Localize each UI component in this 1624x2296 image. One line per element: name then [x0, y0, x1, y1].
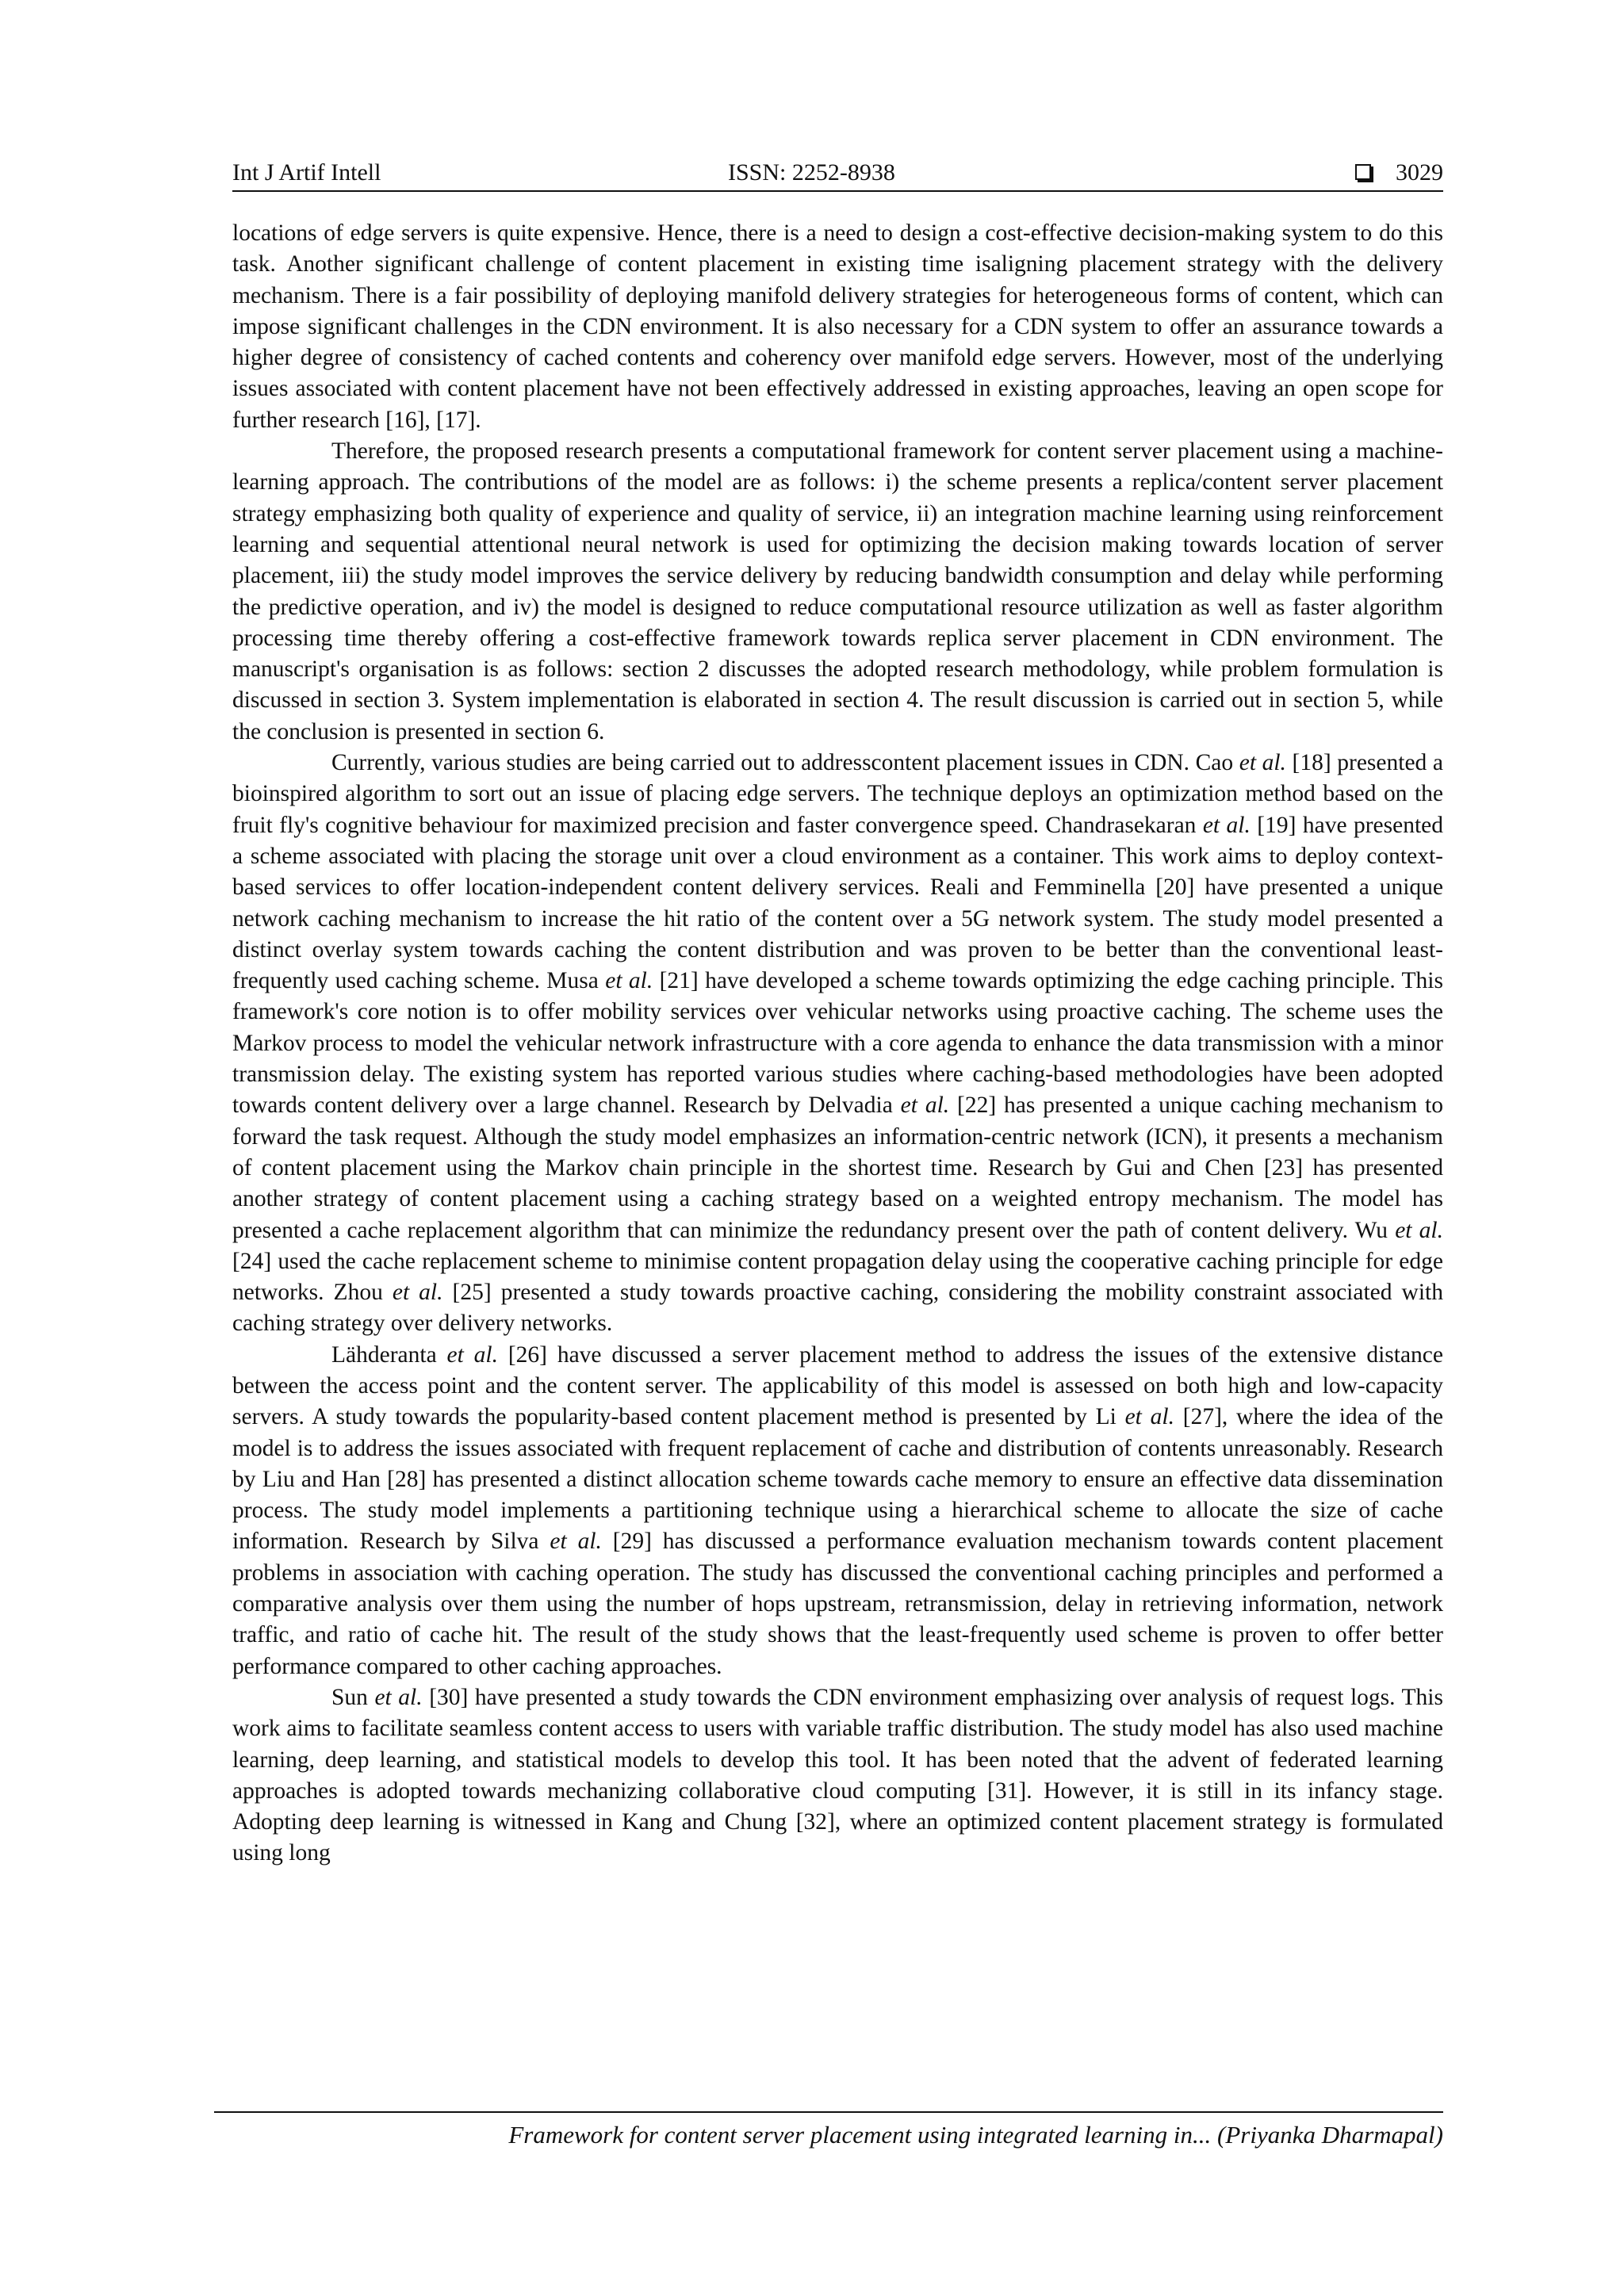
citation-et-al: et al. — [1124, 1404, 1174, 1430]
text-run: [27], where the idea of the model is to address the issues associated with frequent replacement of cache and distribution of contents unreasonably. Research by Liu and Han [28] has presented a distinct allocation scheme towards cache memory to ensure an effective data dissemination process. The study model implements a partitioning technique using a hierarchical scheme to allocate the size of cache information. Research by Silva — [232, 1404, 1443, 1555]
checkbox-square-icon — [1355, 164, 1371, 180]
header-divider — [232, 190, 1443, 192]
text-run: [18] presented a bioinspired algorithm to sort out an issue of placing edge servers. The technique deploys an optimization method based on the fruit fly's cognitive behaviour for maximized precision and faster convergence speed. Chandrasekaran — [232, 750, 1443, 838]
text-run: Lähderanta — [331, 1341, 447, 1368]
running-title: Framework for content server placement using integrated learning in... (Priyanka Dharmapal) — [508, 2121, 1443, 2149]
citation-et-al: et al. — [605, 968, 653, 994]
citation-et-al: et al. — [550, 1529, 602, 1555]
citation-et-al: et al. — [446, 1341, 498, 1368]
citation-et-al: et al. — [1202, 812, 1251, 838]
text-run: Sun — [331, 1684, 375, 1710]
text-run: [29] has discussed a performance evaluation mechanism towards content placement problems in association with caching operation. The study has discussed the conventional caching principles and performed a comparative analysis over them using the number of hops upstream, retransmission, delay in retrieving information, network traffic, and ratio of cache hit. The result of the study shows that the least-frequently used scheme is proven to offer better performance compared to other caching approaches. — [232, 1529, 1443, 1679]
page-number: 3029 — [1396, 159, 1443, 186]
text-run: Currently, various studies are being carried out to addresscontent placement issues in CDN. Cao — [331, 750, 1239, 776]
text-run: [30] have presented a study towards the CDN environment emphasizing over analysis of request logs. This work aims to facilitate seamless content access to users with variable traffic distribution. The study model has also used machine learning, deep learning, and statistical models to develop this tool. It has been noted that the advent of federated learning approaches is adopted towards mechanizing collaborative cloud computing [31]. However, it is still in its infancy stage. Adopting deep learning is witnessed in Kang and Chung [32], where an optimized content placement strategy is formulated using long — [232, 1684, 1443, 1866]
text-run: [19] have presented a scheme associated with placing the storage unit over a cloud environment as a container. This work aims to deploy context-based services to offer location-independent content delivery services. Reali and Femminella [20] have presented a unique network caching mechanism to increase the hit ratio of the content over a 5G network system. The study model presented a distinct overlay system towards caching the content distribution and was proven to be better than the conventional least-frequently used caching scheme. Musa — [232, 812, 1443, 994]
citation-et-al: et al. — [1395, 1217, 1443, 1243]
text-run: [21] have developed a scheme towards optimizing the edge caching principle. This framework's core notion is to offer mobility services over vehicular networks using proactive caching. The scheme uses the Markov process to model the vehicular network infrastructure with a core agenda to enhance the data transmission with a minor transmission delay. The existing system has reported various studies where caching-based methodologies have been adopted towards content delivery over a large channel. Research by Delvadia — [232, 968, 1443, 1119]
journal-name: Int J Artif Intell — [232, 159, 381, 186]
citation-et-al: et al. — [392, 1280, 443, 1306]
citation-et-al: et al. — [374, 1684, 423, 1710]
page-header — [232, 155, 1443, 190]
issn-number: ISSN: 2252-8938 — [728, 159, 895, 186]
text-run: [22] has presented a unique caching mechanism to forward the task request. Although the study model emphasizes an information-centric network (ICN), it presents a mechanism of content placement using the Markov chain principle in the shortest time. Research by Gui and Chen [23] has presented another strategy of content placement using a caching strategy based on a weighted entropy mechanism. The model has presented a cache replacement algorithm that can minimize the redundancy present over the path of content delivery. Wu — [232, 1093, 1443, 1243]
footer-divider — [214, 2111, 1443, 2113]
text-run: locations of edge servers is quite expensive. Hence, there is a need to design a cost-effective decision-making system to do this task. Another significant challenge of content placement in existing time isaligning placement strategy with the delivery mechanism. There is a fair possibility of deploying manifold delivery strategies for heterogeneous forms of content, which can impose significant challenges in the CDN environment. It is also necessary for a CDN system to offer an assurance towards a higher degree of consistency of cached contents and coherency over manifold edge servers. However, most of the underlying issues associated with content placement have not been effectively addressed in existing approaches, leaving an open scope for further research [16], [17]. — [232, 220, 1443, 433]
body-paragraph — [232, 218, 1443, 436]
text-run: [26] have discussed a server placement method to address the issues of the extensive distance between the access point and the content server. The applicability of this model is assessed on both high and low-capacity servers. A study towards the popularity-based content placement method is presented by Li — [232, 1341, 1443, 1430]
text-run: [25] presented a study towards proactive caching, considering the mobility constraint associated with caching strategy over delivery networks. — [232, 1280, 1443, 1337]
article-body — [232, 218, 1443, 1869]
citation-et-al: et al. — [1239, 750, 1286, 776]
body-paragraph — [232, 1682, 1443, 1869]
text-run: Therefore, the proposed research presents a computational framework for content server placement using a machine-learning approach. The contributions of the model are as follows: i) the scheme presents a replica/content server placement strategy emphasizing both quality of experience and quality of service, ii) an integration machine learning using reinforcement learning and sequential attentional neural network is used for optimizing the decision making towards location of server placement, iii) the study model improves the service delivery by reducing bandwidth consumption and delay while performing the predictive operation, and iv) the model is designed to reduce computational resource utilization as well as faster algorithm processing time thereby offering a cost-effective framework towards replica server placement in CDN environment. The manuscript's organisation is as follows: section 2 discusses the adopted research methodology, while problem formulation is discussed in section 3. System implementation is elaborated in section 4. The result discussion is carried out in section 5, while the conclusion is presented in section 6. — [232, 438, 1443, 744]
body-paragraph — [232, 1340, 1443, 1682]
citation-et-al: et al. — [900, 1093, 950, 1119]
text-run: [24] used the cache replacement scheme to minimise content propagation delay using the cooperative caching principle for edge networks. Zhou — [232, 1248, 1443, 1306]
body-paragraph — [232, 748, 1443, 1340]
body-paragraph — [232, 436, 1443, 748]
